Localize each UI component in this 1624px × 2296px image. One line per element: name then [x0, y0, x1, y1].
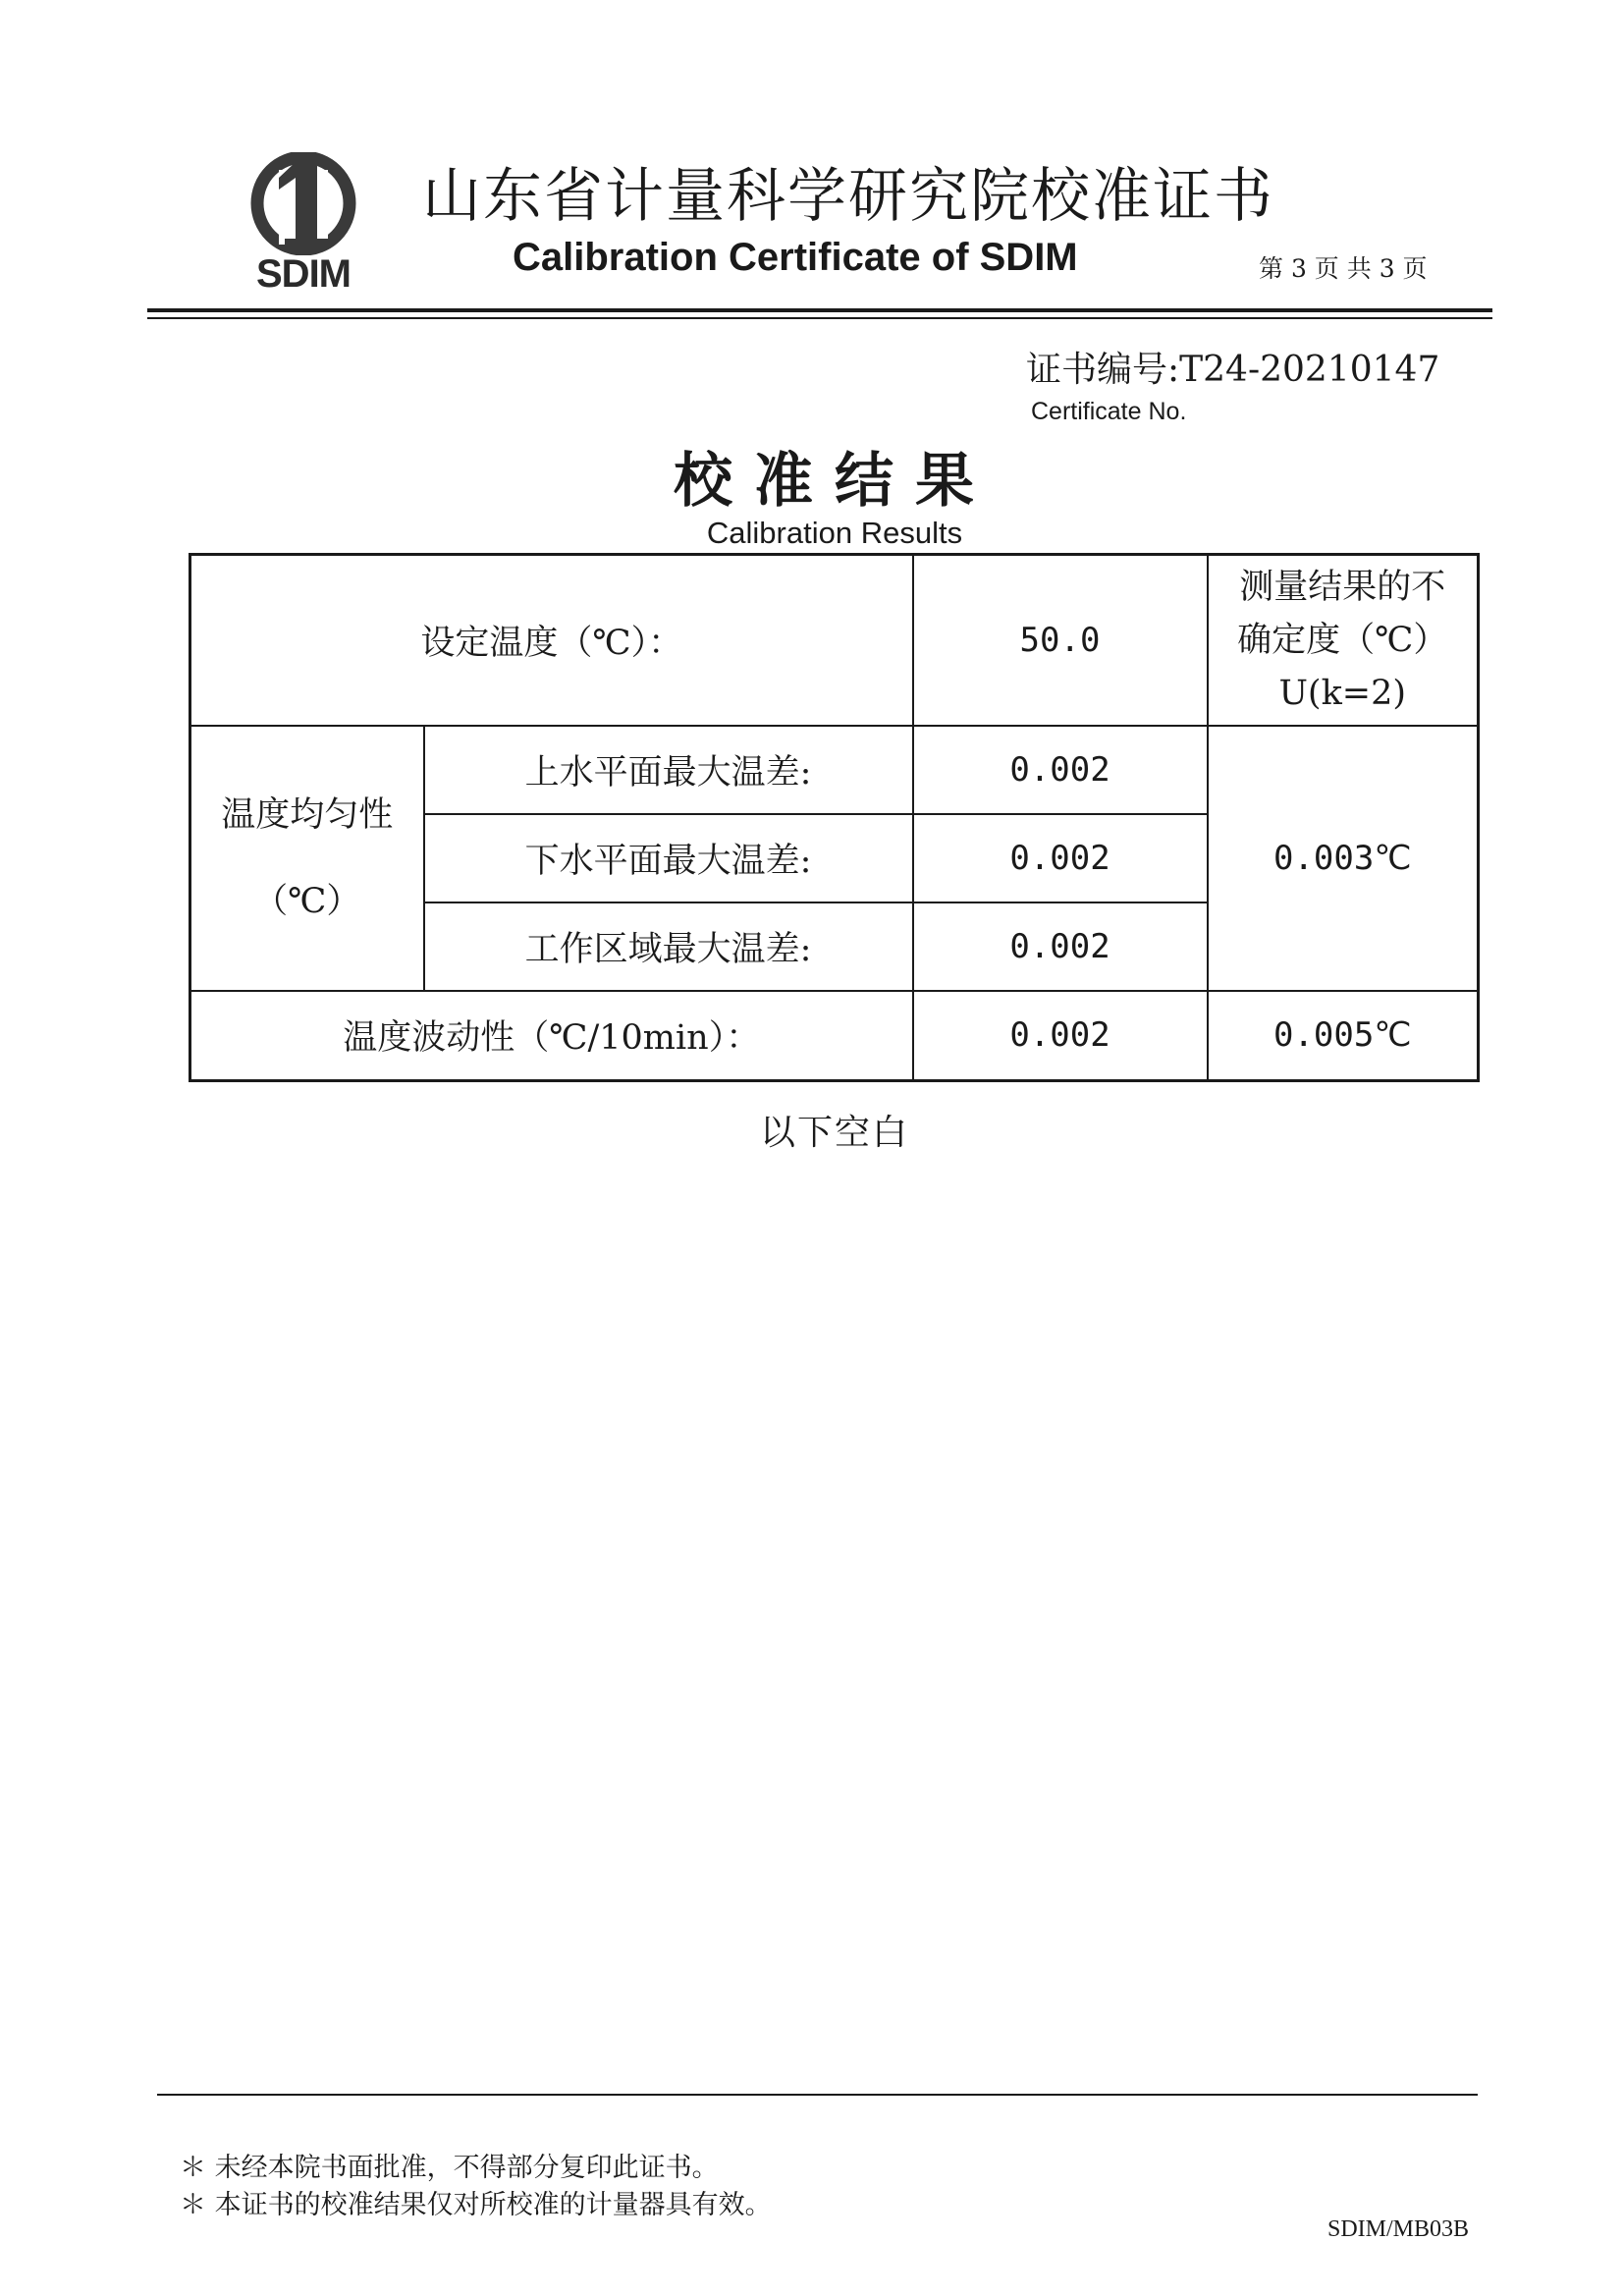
lower-plane-value: 0.002	[913, 814, 1208, 902]
header-divider-thick	[147, 308, 1492, 312]
footer-divider	[157, 2094, 1478, 2096]
blank-below-note: 以下空白	[759, 1113, 909, 1153]
certificate-number-label-en: Certificate No.	[1031, 398, 1187, 425]
uncertainty-header-line3: U(k=2)	[1278, 673, 1407, 713]
uncertainty-header	[1208, 555, 1479, 726]
uncertainty-header-line2: 确定度（℃）	[1237, 620, 1448, 660]
results-title-en: Calibration Results	[706, 516, 963, 550]
fluctuation-uncertainty: 0.005℃	[1208, 991, 1479, 1081]
set-temperature-value: 50.0	[913, 555, 1208, 726]
footnote-validity: ＊ 本证书的校准结果仅对所校准的计量器具有效。	[180, 2190, 772, 2220]
table-row	[190, 991, 1479, 1081]
work-area-value: 0.002	[913, 902, 1208, 991]
sdim-logo-icon	[240, 152, 367, 255]
certificate-title-cn: 山东省计量科学研究院校准证书	[422, 162, 1274, 231]
sdim-logo	[240, 152, 367, 295]
uniformity-label-line2: （℃）	[253, 881, 361, 921]
lower-plane-label: 下水平面最大温差:	[424, 814, 913, 902]
upper-plane-value: 0.002	[913, 726, 1208, 814]
logo-text: SDIM	[256, 252, 351, 296]
uniformity-label	[190, 726, 424, 991]
header-divider-thin	[147, 317, 1492, 319]
set-temperature-label: 设定温度（℃）：	[190, 555, 913, 726]
certificate-number-value: T24-20210147	[1179, 350, 1440, 390]
page-indicator: 第 3 页 共 3 页	[1259, 254, 1428, 283]
work-area-label: 工作区域最大温差:	[424, 902, 913, 991]
table-row	[190, 555, 1479, 726]
footnote-copy-restriction: ＊ 未经本院书面批准，不得部分复印此证书。	[180, 2153, 719, 2183]
uncertainty-header-line1: 测量结果的不	[1239, 567, 1446, 607]
uniformity-label-line1: 温度均匀性	[221, 794, 394, 835]
certificate-number	[1026, 342, 1439, 392]
certificate-title-en: Calibration Certificate of SDIM	[513, 236, 1078, 279]
form-code: SDIM/MB03B	[1327, 2216, 1470, 2242]
calibration-results-table	[189, 553, 1480, 1082]
fluctuation-label: 温度波动性（℃/10min）：	[190, 991, 913, 1081]
upper-plane-label: 上水平面最大温差:	[424, 726, 913, 814]
uniformity-uncertainty: 0.003℃	[1208, 726, 1479, 991]
results-title-cn: 校准结果	[674, 447, 996, 516]
fluctuation-value: 0.002	[913, 991, 1208, 1081]
certificate-number-label: 证书编号:	[1026, 350, 1180, 390]
table-row	[190, 726, 1479, 814]
